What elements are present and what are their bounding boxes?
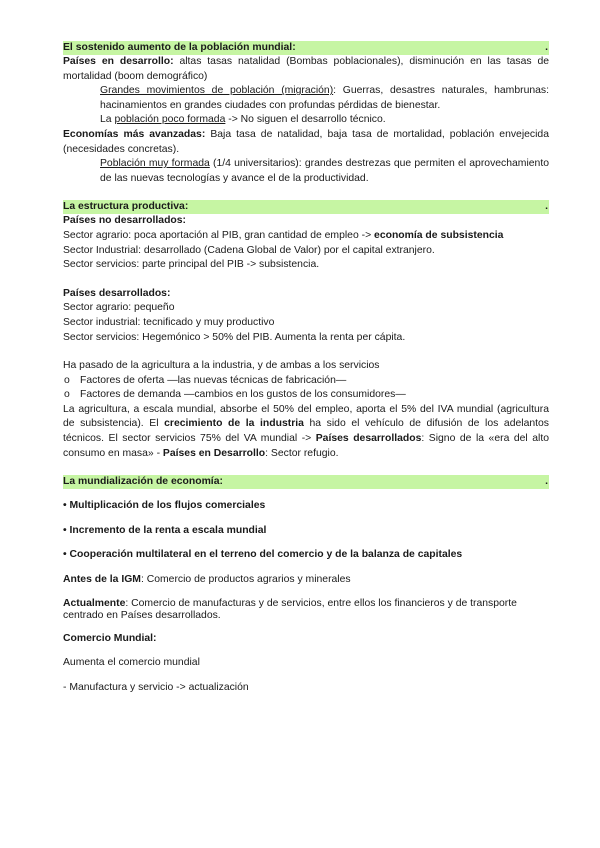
comercio-mundial-line-1: Aumenta el comercio mundial xyxy=(63,657,200,669)
section-heading-estructura xyxy=(63,200,549,214)
nd-sector-industrial: Sector Industrial: desarrollado (Cadena Global de Valor) por el capital extranjero. xyxy=(63,244,435,256)
bullet-marker: o xyxy=(64,389,70,401)
comercio-mundial-line-2: - Manufactura y servicio -> actualización xyxy=(63,681,249,693)
bullet-flujos-comerciales: • Multiplicación de los flujos comerciales xyxy=(63,500,266,512)
paises-en-desarrollo-label: Países en desarrollo: xyxy=(63,56,174,67)
actualmente-paragraph: Actualmente: Comercio de manufacturas y de servicios, entre ellos los financieros y de transporte centrado en Países desarrollados. xyxy=(63,597,517,621)
migracion-paragraph: Grandes movimientos de población (migración): Guerras, desastres naturales, hambrunas: hacinamientos en grandes ciudades con profundas pérdidas de bienestar. xyxy=(100,85,549,111)
section-heading-poblacion xyxy=(63,41,549,55)
section-title: La estructura productiva: xyxy=(63,201,189,213)
bullet-marker: o xyxy=(64,374,70,386)
economias-avanzadas-paragraph: Economías más avanzadas: Baja tasa de natalidad, baja tasa de mortalidad, población envejecida (necesidades concretas). xyxy=(63,128,549,155)
poblacion-muy-formada-paragraph: Población muy formada (1/4 universitarios): grandes destrezas que permiten el aprovechamiento de las nuevas tecnologías y avance el de la productividad. xyxy=(100,158,549,184)
section-title: La mundialización de economía: xyxy=(63,476,223,488)
list-item: o Factores de oferta —las nuevas técnicas de fabricación— xyxy=(63,374,549,389)
nd-sector-servicios: Sector servicios: parte principal del PIB -> subsistencia. xyxy=(63,259,320,271)
agricultura-paragraph: La agricultura, a escala mundial, absorbe el 50% del empleo, aporta el 5% del IVA mundial (agricultura de subsistencia). El crecimiento de la industria ha sido el vehículo de difusión de los adelantos técnicos. El sector servicios 75% del VA mundial -> Países desarrollados: Signo de la «era del alto consumo en masa» - Países en Desarrollo: Sector refugio. xyxy=(63,403,550,459)
poblacion-poco-formada-line: La población poco formada -> No siguen el desarrollo técnico. xyxy=(100,114,386,126)
comercio-mundial-label: Comercio Mundial: xyxy=(63,632,157,644)
desarrollados-label: Países desarrollados: xyxy=(63,287,171,299)
bullet-incremento-renta: • Incremento de la renta a escala mundial xyxy=(63,524,267,536)
nd-sector-agrario: Sector agrario: poca aportación al PIB, gran cantidad de empleo -> economía de subsistencia xyxy=(63,229,504,241)
d-sector-industrial: Sector industrial: tecnificado y muy productivo xyxy=(63,316,275,328)
paises-en-desarrollo-paragraph: Países en desarrollo: altas tasas natalidad (Bombas poblacionales), disminución en las tasas de mortalidad (boom demográfico) xyxy=(63,56,549,82)
bullet-cooperacion-multilateral: • Cooperación multilateral en el terreno del comercio y de la balanza de capitales xyxy=(63,549,463,561)
heading-dot: . xyxy=(545,476,548,488)
no-desarrollados-label: Países no desarrollados: xyxy=(63,215,187,227)
heading-dot: . xyxy=(545,201,548,213)
list-item: o Factores de demanda —cambios en los gustos de los consumidores— xyxy=(63,388,549,403)
economias-avanzadas-label: Economías más avanzadas: xyxy=(63,128,206,140)
poblacion-muy-formada-label: Población muy formada xyxy=(100,158,210,170)
section-title: El sostenido aumento de la población mundial: xyxy=(63,42,296,53)
antes-igm-line: Antes de la IGM: Comercio de productos agrarios y minerales xyxy=(63,574,351,586)
d-sector-servicios: Sector servicios: Hegemónico > 50% del PIB. Aumenta la renta per cápita. xyxy=(63,331,406,343)
heading-dot: . xyxy=(545,42,548,53)
document-content xyxy=(63,41,549,695)
migracion-label: Grandes movimientos de población (migración) xyxy=(100,85,334,97)
section-heading-mundializacion xyxy=(63,475,549,489)
factores-list xyxy=(63,374,549,403)
transicion-line: Ha pasado de la agricultura a la industria, y de ambas a los servicios xyxy=(63,360,380,372)
d-sector-agrario: Sector agrario: pequeño xyxy=(63,302,175,314)
poblacion-poco-formada-label: población poco formada xyxy=(114,114,226,126)
